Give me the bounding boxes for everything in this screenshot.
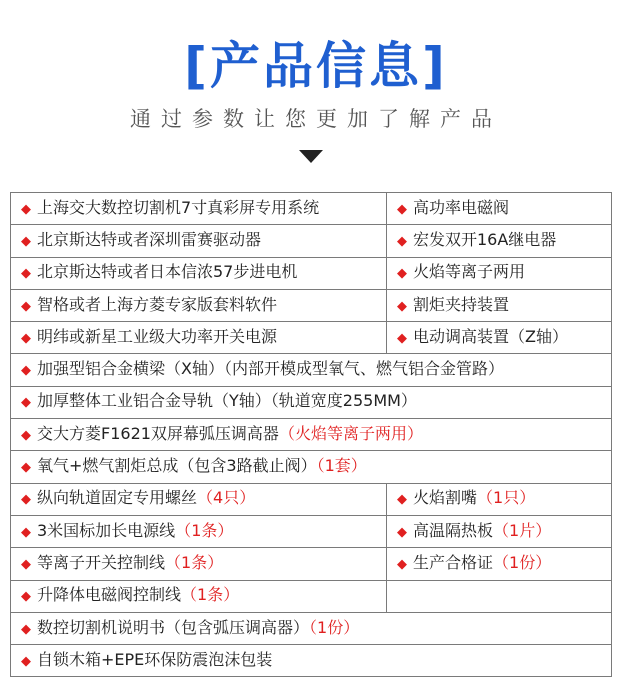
spec-item-note: （1片） — [493, 520, 552, 540]
diamond-bullet-icon: ◆ — [397, 524, 407, 540]
diamond-bullet-icon: ◆ — [21, 363, 31, 379]
spec-cell-left — [11, 515, 387, 547]
diamond-bullet-icon: ◆ — [21, 460, 31, 476]
spec-cell-left — [11, 548, 387, 580]
spec-item-note: （1只） — [477, 488, 536, 508]
spec-item-text: 交大方菱F1621双屏幕弧压调高器 — [37, 423, 279, 443]
spec-cell-right — [387, 322, 612, 354]
table-row — [11, 451, 612, 483]
spec-item-text: 北京斯达特或者深圳雷赛驱动器 — [37, 229, 262, 249]
diamond-bullet-icon: ◆ — [21, 266, 31, 282]
spec-cell-left — [11, 580, 387, 612]
diamond-bullet-icon: ◆ — [397, 330, 407, 346]
table-row — [11, 419, 612, 451]
spec-cell-full — [11, 451, 612, 483]
diamond-bullet-icon: ◆ — [397, 266, 407, 282]
spec-cell-full — [11, 386, 612, 418]
spec-cell-left — [11, 193, 387, 225]
spec-item-text: 等离子开关控制线 — [37, 552, 166, 572]
spec-cell-left — [11, 257, 387, 289]
diamond-bullet-icon: ◆ — [397, 201, 407, 217]
spec-item-text: 加强型铝合金横梁（X轴）（内部开模成型氧气、燃气铝合金管路） — [37, 359, 504, 379]
spec-cell-full — [11, 645, 612, 677]
diamond-bullet-icon: ◆ — [397, 556, 407, 572]
product-spec-table — [10, 192, 612, 677]
diamond-bullet-icon: ◆ — [21, 556, 31, 572]
diamond-bullet-icon: ◆ — [21, 589, 31, 605]
spec-item-text: 火焰割嘴 — [413, 488, 478, 508]
page-title: [产品信息] — [184, 37, 448, 95]
spec-cell-right — [387, 515, 612, 547]
spec-item-text: 氧气+燃气割炬总成（包含3路截止阀） — [37, 456, 317, 476]
table-row — [11, 483, 612, 515]
diamond-bullet-icon: ◆ — [21, 233, 31, 249]
spec-item-text: 数控切割机说明书（包含弧压调高器） — [37, 617, 310, 637]
spec-item-text: 火焰等离子两用 — [413, 262, 526, 282]
spec-item-text: 自锁木箱+EPE环保防震泡沫包装 — [37, 649, 273, 669]
table-row — [11, 386, 612, 418]
spec-item-text: 高功率电磁阀 — [413, 197, 510, 217]
diamond-bullet-icon: ◆ — [21, 298, 31, 314]
spec-cell-right — [387, 257, 612, 289]
spec-item-text: 电动调高装置（Z轴） — [413, 326, 568, 346]
spec-item-text: 纵向轨道固定专用螺丝 — [37, 488, 198, 508]
diamond-bullet-icon: ◆ — [397, 492, 407, 508]
spec-item-text: 3米国标加长电源线 — [37, 520, 176, 540]
spec-cell-left — [11, 322, 387, 354]
spec-item-text: 生产合格证 — [413, 552, 494, 572]
diamond-bullet-icon: ◆ — [397, 233, 407, 249]
spec-item-note: （火焰等离子两用） — [278, 423, 423, 443]
spec-item-note: （1套） — [316, 456, 367, 476]
table-row — [11, 645, 612, 677]
spec-item-note: （1条） — [165, 552, 224, 572]
spec-item-text: 升降体电磁阀控制线 — [37, 585, 182, 605]
page-subtitle: 通过参数让您更加了解产品 — [130, 107, 502, 131]
diamond-bullet-icon: ◆ — [21, 492, 31, 508]
spec-cell-full — [11, 419, 612, 451]
spec-item-note: （1条） — [175, 520, 234, 540]
spec-item-text: 高温隔热板 — [413, 520, 494, 540]
spec-cell-left — [11, 289, 387, 321]
table-row — [11, 193, 612, 225]
spec-cell-right — [387, 289, 612, 321]
spec-item-note: （1条） — [181, 585, 240, 605]
spec-cell-right — [387, 548, 612, 580]
table-row — [11, 515, 612, 547]
spec-cell-full — [11, 354, 612, 386]
table-row — [11, 257, 612, 289]
spec-item-text: 加厚整体工业铝合金导轨（Y轴）（轨道宽度255MM） — [37, 391, 417, 411]
diamond-bullet-icon: ◆ — [21, 653, 31, 669]
spec-item-text: 明纬或新星工业级大功率开关电源 — [37, 326, 278, 346]
diamond-bullet-icon: ◆ — [21, 427, 31, 443]
spec-item-text: 宏发双开16A继电器 — [413, 229, 557, 249]
spec-cell-right — [387, 580, 612, 612]
table-row — [11, 548, 612, 580]
table-row — [11, 612, 612, 644]
spec-item-text: 上海交大数控切割机7寸真彩屏专用系统 — [37, 197, 320, 217]
table-row — [11, 580, 612, 612]
diamond-bullet-icon: ◆ — [21, 524, 31, 540]
spec-cell-full — [11, 612, 612, 644]
table-row — [11, 322, 612, 354]
spec-item-note: （1份） — [309, 617, 360, 637]
spec-item-note: （4只） — [197, 488, 256, 508]
diamond-bullet-icon: ◆ — [21, 201, 31, 217]
diamond-bullet-icon: ◆ — [397, 298, 407, 314]
diamond-bullet-icon: ◆ — [21, 330, 31, 346]
spec-cell-right — [387, 225, 612, 257]
spec-item-text: 割炬夹持装置 — [413, 294, 510, 314]
spec-cell-left — [11, 225, 387, 257]
diamond-bullet-icon: ◆ — [21, 621, 31, 637]
down-arrow-icon — [299, 150, 323, 163]
spec-item-text: 北京斯达特或者日本信浓57步进电机 — [37, 262, 298, 282]
table-row — [11, 354, 612, 386]
table-row — [11, 225, 612, 257]
table-row — [11, 289, 612, 321]
spec-cell-right — [387, 193, 612, 225]
spec-item-note: （1份） — [493, 552, 552, 572]
spec-cell-right — [387, 483, 612, 515]
spec-cell-left — [11, 483, 387, 515]
spec-item-text: 智格或者上海方菱专家版套料软件 — [37, 294, 278, 314]
diamond-bullet-icon: ◆ — [21, 395, 31, 411]
